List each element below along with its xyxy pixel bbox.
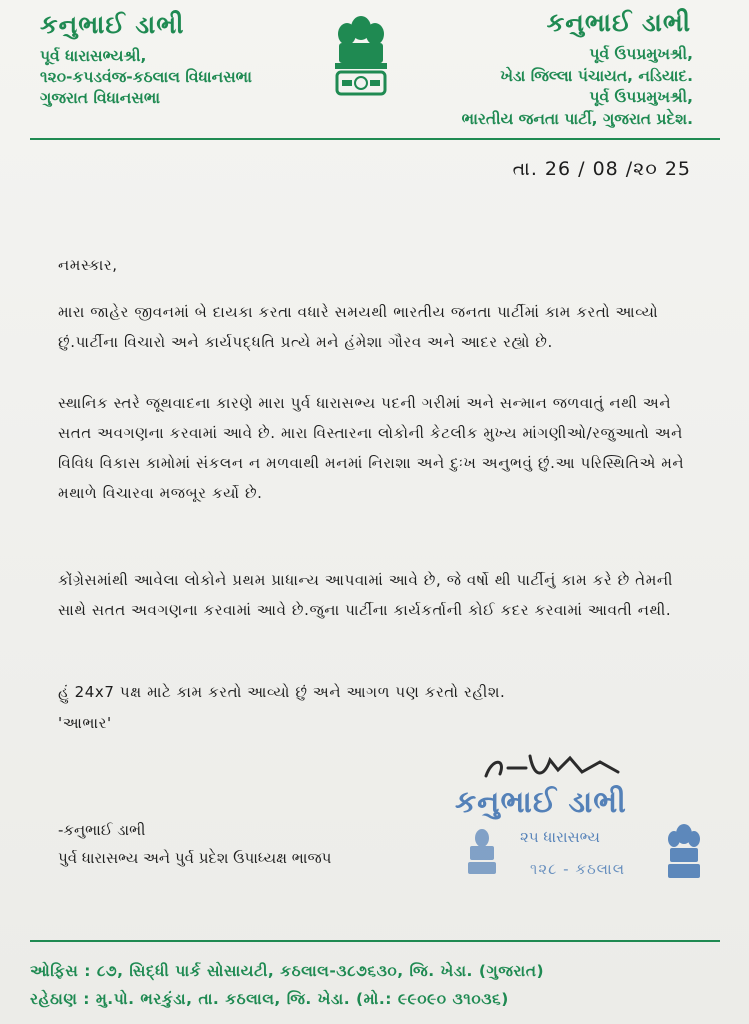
salutation: નમસ્કાર, xyxy=(58,256,118,274)
paragraph-4: હું 24x7 પક્ષ માટે કામ કરતો આવ્યો છું અને આગળ પણ કરતો રહીશ. xyxy=(58,683,506,701)
stamp-emblem-icon xyxy=(462,826,502,881)
thanks-line: 'આભાર' xyxy=(58,714,112,732)
signature-title: પુર્વ ધારાસભ્ય અને પુર્વ પ્રદેશ ઉપાધ્યક્ષ ભાજપ xyxy=(58,849,332,867)
letter-date: તા. 26 / 08 /૨૦ 25 xyxy=(512,158,691,180)
paragraph-2: સ્થાનિક સ્તરે જૂથવાદના કારણે મારા પુર્વ ધારાસભ્ય પદની ગરીમાં અને સન્માન જળવાતું નથી અને સતત અવગણના કરવામાં આવે છે. મારા વિસ્તારના લોકોની કેટલીક મુખ્ય માંગણીઓ/રજુઆતો અને વિવિધ વિકાસ કામોમાં સંકલન ન મળવાથી મનમાં નિરાશા અને દુઃખ અનુભવું છું.આ પરિસ્થિતિએ મને મથાળે વિચારવા મજબૂર કર્યો છે. xyxy=(58,394,685,502)
header-left-line: ૧૨૦-કપડવંજ-કઠલાલ વિધાનસભા xyxy=(40,68,252,86)
header-right-lines xyxy=(462,44,693,130)
header-left-lines xyxy=(40,46,252,109)
header-right-line: પૂર્વ ઉપપ્રમુખશ્રી, xyxy=(589,88,693,106)
header-right-line: પૂર્વ ઉપપ્રમુખશ્રી, xyxy=(589,45,693,63)
footer-residence: રહેઠાણ : મુ.પો. ભરકુંડા, તા. કઠલાલ, જિ. ખેડા. (મો.: ૯૯૦૯૦ ૩૧૦૩૬) xyxy=(30,990,509,1008)
header-divider xyxy=(30,138,720,140)
paragraph-3: કોંગ્રેસમાંથી આવેલા લોકોને પ્રથમ પ્રાધાન્ય આપવામાં આવે છે, જે વર્ષો થી પાર્ટીનું કામ કરે છે તેમની સાથે સતત અવગણના કરવામાં આવે છે.જુના પાર્ટીના કાર્યકર્તાની કોઈ કદર કરવામાં આવતી નથી. xyxy=(58,571,673,619)
stamp-emblem-icon xyxy=(662,822,706,882)
header-left-name: કનુભાઈ ડાભી xyxy=(40,10,185,39)
header-right-line: ભારતીય જનતા પાર્ટી, ગુજરાત પ્રદેશ. xyxy=(461,109,693,128)
stamp-line-2: ૨૫ ધારાસભ્ય xyxy=(520,828,600,846)
header-left-line: ગુજરાત વિધાનસભા xyxy=(40,89,161,107)
header-left-line: પૂર્વ ધારાસભ્યશ્રી, xyxy=(40,47,147,65)
national-emblem-icon xyxy=(323,10,399,110)
handwritten-signature xyxy=(478,748,628,788)
stamp-name: કનુભાઈ ડાભી xyxy=(455,785,627,820)
paragraph-1: મારા જાહેર જીવનમાં બે દાયકા કરતા વધારે સમયથી ભારતીય જનતા પાર્ટીમાં કામ કરતો આવ્યો છું.પાર્ટીના વિચારો અને કાર્યપદ્ધતિ પ્રત્યે મને હંમેશા ગૌરવ અને આદર રહ્યો છે. xyxy=(58,303,659,351)
header-right-name: કનુભાઈ ડાભી xyxy=(546,8,691,37)
stamp-line-3: ૧૨૮ - કઠલાલ xyxy=(530,860,626,878)
footer-office: ઓફિસ : ૮૭, સિદ્ધી પાર્ક સોસાયટી, કઠલાલ-૩૮૭૬૩૦, જિ. ખેડા. (ગુજરાત) xyxy=(30,962,545,980)
signature-name: -કનુભાઈ ડાભી xyxy=(58,821,146,839)
header-right-line: ખેડા જિલ્લા પંચાયત, નડિયાદ. xyxy=(500,66,693,85)
footer-divider xyxy=(30,940,720,942)
